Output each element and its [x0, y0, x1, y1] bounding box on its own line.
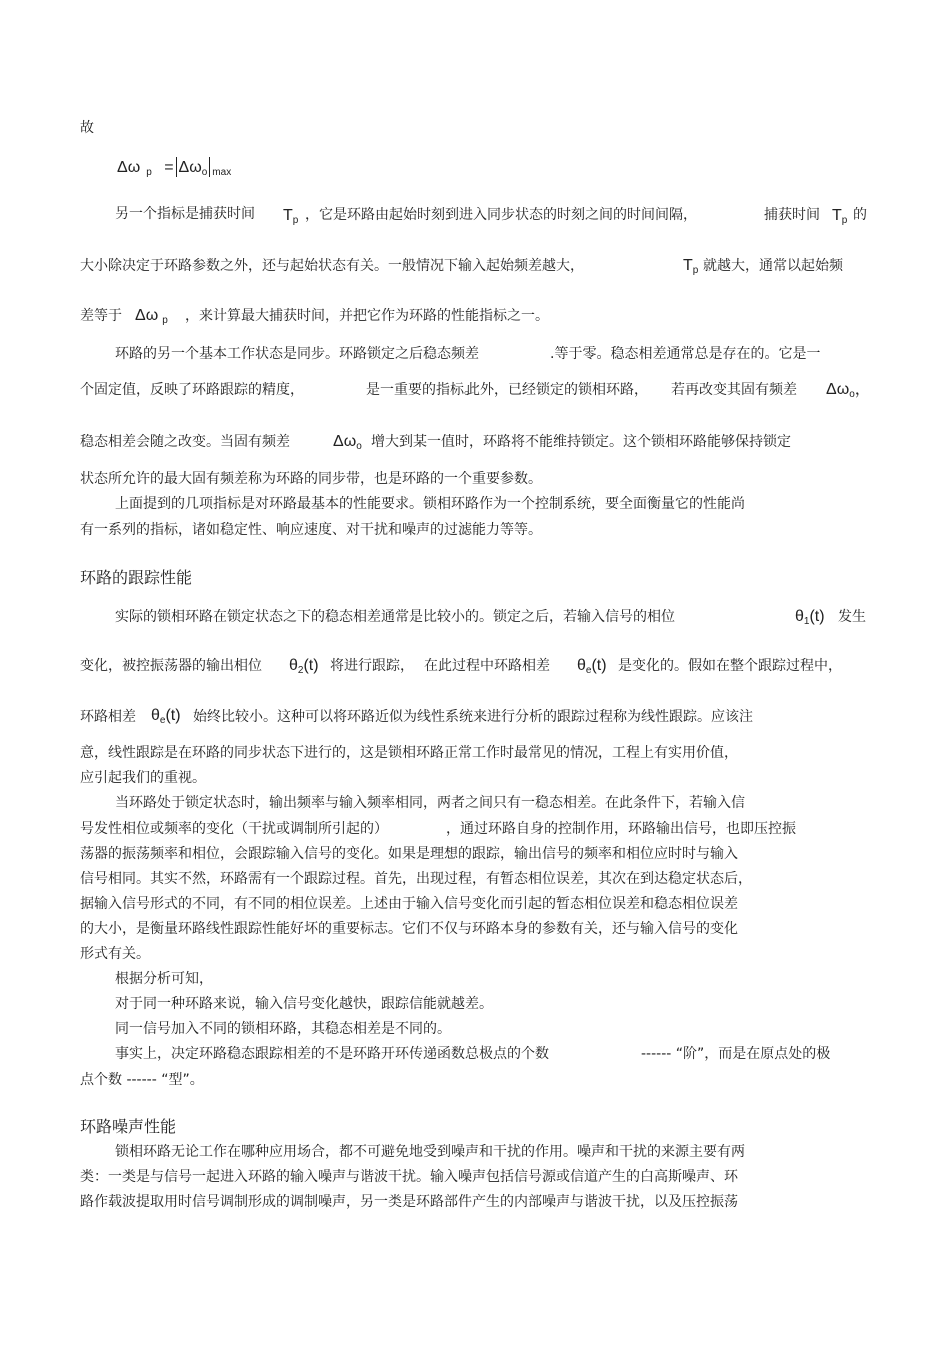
- math-sub: 1: [803, 616, 810, 627]
- math-sub: 2: [297, 665, 304, 676]
- text-segment: 若再改变其固有频差: [671, 382, 797, 398]
- text-segment: 此外，已经锁定的锁相环路，: [466, 382, 648, 398]
- text-line: 荡器的振荡频率和相位，会跟踪输入信号的变化。如果是理想的跟踪，输出信号的频率和相位应时时与输入: [80, 846, 738, 862]
- math-tp: [283, 206, 298, 231]
- text-segment: 环路的另一个基本工作状态是同步。环路锁定之后稳态频差: [115, 346, 479, 362]
- eq-rhs-sub: o: [201, 167, 208, 178]
- text-segment: 号发性相位或频率的变化（干扰或调制所引起的）: [80, 821, 388, 837]
- text-segment: 事实上，决定环路稳态跟踪相差的不是环路开环传递函数总极点的个数: [115, 1046, 549, 1062]
- math-theta: [289, 656, 319, 681]
- text-segment: ，它是环路由起始时刻到进入同步状态的时刻之间的时间间隔，: [305, 207, 697, 223]
- text-segment: 稳态相差会随之改变。当固有频差: [80, 434, 290, 450]
- math-delta-omega: [333, 432, 362, 457]
- eq-lhs-symbol: Δω: [117, 159, 141, 176]
- math-arg: (t): [809, 608, 825, 625]
- math-symbol: T: [283, 207, 293, 224]
- math-sub: o: [849, 389, 855, 400]
- text-line: 上面提到的几项指标是对环路最基本的性能要求。锁相环路作为一个控制系统，要全面衡量它的性能尚: [115, 496, 745, 512]
- text-segment: 的: [853, 207, 867, 223]
- text-segment: ，通过环路自身的控制作用，环路输出信号，也即压控振: [446, 821, 796, 837]
- text-line: 的大小，是衡量环路线性跟踪性能好坏的重要标志。它们不仅与环路本身的参数有关，还与输入信号的变化: [80, 921, 738, 937]
- math-symbol: Δω: [333, 433, 357, 450]
- math-tp: [683, 256, 698, 281]
- abs-bar-right: [209, 157, 210, 177]
- text-segment: 大小除决定于环路参数之外，还与起始状态有关。一般情况下输入起始频差越大，: [80, 258, 584, 274]
- math-arg: (t): [591, 657, 607, 674]
- text-segment: .等于零。稳态相差通常总是存在的。它是一: [550, 346, 821, 362]
- math-theta: [795, 607, 825, 632]
- text-segment: ，来计算最大捕获时间，并把它作为环路的性能指标之一。: [185, 308, 549, 324]
- math-theta: [577, 656, 607, 681]
- math-sub: o: [356, 441, 362, 452]
- text-line: 状态所允许的最大固有频差称为环路的同步带，也是环路的一个重要参数。: [80, 471, 542, 487]
- math-comma: ，: [854, 381, 871, 398]
- eq-rhs-symbol: Δω: [178, 159, 202, 176]
- math-symbol: θ: [289, 657, 298, 674]
- math-sub: p: [292, 215, 299, 226]
- text-line: 意，线性跟踪是在环路的同步状态下进行的，这是锁相环路正常工作时最常见的情况，工程上有实用价值，: [80, 745, 738, 761]
- text-line: 当环路处于锁定状态时，输出频率与输入频率相同，两者之间只有一稳态相差。在此条件下，若输入信: [115, 795, 745, 811]
- text-line: 有一系列的指标，诸如稳定性、响应速度、对干扰和噪声的过滤能力等等。: [80, 522, 542, 538]
- text-line: 信号相同。其实不然，环路需有一个跟踪过程。首先，出现过程，有暂态相位误差，其次在到达稳定状态后，: [80, 871, 752, 887]
- text-segment: 发生: [838, 609, 866, 625]
- math-symbol: Δω: [135, 307, 159, 324]
- math-sub: p: [841, 215, 848, 226]
- math-theta: [151, 706, 181, 731]
- text-segment: 差等于: [80, 308, 122, 324]
- eq-rhs-sub-max: max: [212, 167, 232, 178]
- math-delta-omega: [135, 306, 168, 331]
- math-symbol: θ: [151, 707, 160, 724]
- section-heading: 环路的跟踪性能: [80, 568, 193, 587]
- math-symbol: θ: [795, 608, 804, 625]
- abs-bar-left: [176, 157, 177, 177]
- math-sub: p: [162, 315, 168, 326]
- text-segment: 变化，被控振荡器的输出相位: [80, 658, 262, 674]
- math-sub: e: [585, 665, 592, 676]
- text-segment: 是一重要的指标。: [366, 382, 478, 398]
- math-sub: p: [692, 265, 699, 276]
- text-segment: ------ “阶”，而是在原点处的极: [641, 1046, 831, 1062]
- math-arg: (t): [303, 657, 319, 674]
- text-line: 形式有关。: [80, 946, 150, 962]
- text-segment: 个固定值，反映了环路跟踪的精度，: [80, 382, 304, 398]
- math-arg: (t): [165, 707, 181, 724]
- eq-equals: =: [164, 159, 174, 176]
- text-line: 据输入信号形式的不同，有不同的相位误差。上述由于输入信号变化而引起的暂态相位误差和稳态相位误差: [80, 896, 738, 912]
- text-line: 根据分析可知，: [115, 971, 213, 987]
- text-segment: 增大到某一值时，环路将不能维持锁定。这个锁相环路能够保持锁定: [371, 434, 791, 450]
- text-line: 路作载波提取用时信号调制形成的调制噪声，另一类是环路部件产生的内部噪声与谐波干扰，以及压控振荡: [80, 1194, 738, 1210]
- math-delta-omega: [826, 380, 871, 405]
- math-symbol: Δω: [826, 381, 850, 398]
- eq-lhs-sub: p: [146, 167, 152, 178]
- text-line: 点个数 ------ “型”。: [80, 1072, 204, 1088]
- text-line: 应引起我们的重视。: [80, 770, 206, 786]
- text-segment: 实际的锁相环路在锁定状态之下的稳态相差通常是比较小的。锁定之后，若输入信号的相位: [115, 609, 675, 625]
- equation-capture-band: [117, 157, 231, 183]
- text-line: 类：一类是与信号一起进入环路的输入噪声与谐波干扰。输入噪声包括信号源或信道产生的白高斯噪声、环: [80, 1169, 738, 1185]
- math-symbol: T: [683, 257, 693, 274]
- text-line: 对于同一种环路来说，输入信号变化越快，跟踪信能就越差。: [115, 996, 493, 1012]
- text-segment: 捕获时间: [764, 207, 820, 223]
- text-line: 故: [80, 120, 94, 136]
- math-symbol: θ: [577, 657, 586, 674]
- text-segment: 在此过程中环路相差: [424, 658, 550, 674]
- math-symbol: T: [832, 207, 842, 224]
- text-segment: 将进行跟踪，: [330, 658, 414, 674]
- math-sub: e: [159, 715, 166, 726]
- text-line: 同一信号加入不同的锁相环路，其稳态相差是不同的。: [115, 1021, 451, 1037]
- text-segment: 是变化的。假如在整个跟踪过程中，: [618, 658, 842, 674]
- text-segment: 环路相差: [80, 709, 136, 725]
- math-tp: [832, 206, 847, 231]
- text-segment: 始终比较小。这种可以将环路近似为线性系统来进行分析的跟踪过程称为线性跟踪。应该注: [193, 709, 753, 725]
- text-line: 锁相环路无论工作在哪种应用场合，都不可避免地受到噪声和干扰的作用。噪声和干扰的来源主要有两: [115, 1144, 745, 1160]
- section-heading: 环路噪声性能: [80, 1117, 177, 1136]
- text-segment: 另一个指标是捕获时间: [115, 206, 255, 222]
- text-segment: 就越大，通常以起始频: [703, 258, 843, 274]
